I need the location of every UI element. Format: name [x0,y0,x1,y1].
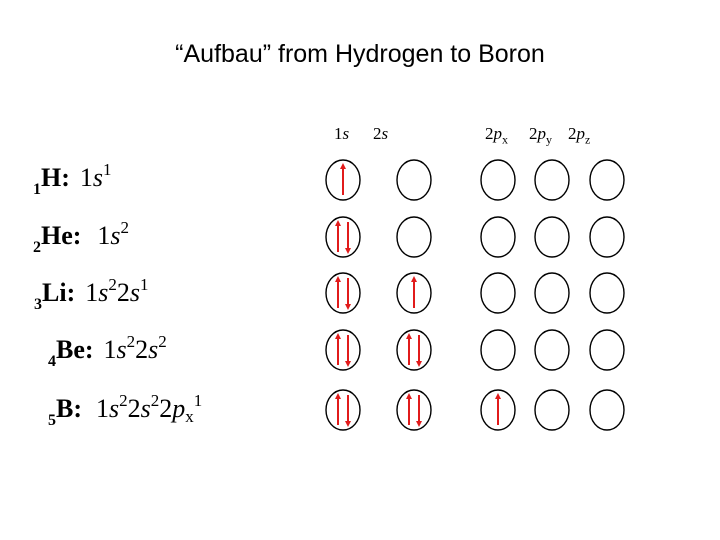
config-electrons: 1 [139,275,149,294]
orbital-header-n: 2 [529,124,538,143]
atomic-number: 3 [34,296,42,313]
config-electrons: 2 [150,391,160,410]
element-symbol: Be: [56,335,94,364]
orbital-circle [397,160,431,200]
config-n: 1 [97,221,111,250]
config-l: p [172,394,186,423]
element-symbol: He: [41,221,82,250]
config-electrons: 2 [120,218,130,237]
config-n: 1 [96,394,109,423]
element-symbol: Li: [42,278,76,307]
orbital-circle [397,330,431,370]
orbital-circle [590,390,624,430]
diagram-title: “Aufbau” from Hydrogen to Boron [175,40,545,68]
orbital-header-l: p [537,124,546,143]
orbital-circle [397,390,431,430]
config-n: 1 [85,278,99,307]
config-n: 1 [79,163,93,192]
config-l: s [140,394,151,423]
orbital-circle [590,217,624,257]
config-electrons: 1 [103,160,112,179]
config-electrons: 1 [193,391,203,410]
orbital-header-l: p [493,124,502,143]
config-n: 2 [159,394,173,423]
orbital-header-sub: x [502,132,508,147]
orbital-header-l: p [576,124,585,143]
atomic-number: 5 [48,412,56,429]
config-l: s [109,394,120,423]
config-l: s [116,335,127,364]
orbital-header-l: s [342,124,350,143]
element-symbol: H: [41,163,70,192]
atomic-number: 4 [48,353,56,370]
orbital-circle [535,217,569,257]
orbital-header-sub: y [546,132,552,147]
orbital-header-n: 2 [373,124,382,143]
orbital-header-n: 2 [485,124,494,143]
config-n: 2 [116,278,130,307]
orbital-circle [535,330,569,370]
orbital-circle [590,273,624,313]
orbital-header-n: 2 [568,124,577,143]
orbital-circle [535,390,569,430]
orbital-circle [535,160,569,200]
orbital-circle [326,330,360,370]
orbital-circle [481,217,515,257]
config-l: s [98,278,109,307]
atomic-number: 2 [33,239,41,256]
orbital-circle [326,217,360,257]
config-l: s [129,278,140,307]
config-n: 2 [127,394,141,423]
orbital-circle [481,160,515,200]
config-l: s [148,335,159,364]
orbital-circle [397,217,431,257]
config-electrons: 2 [158,332,167,351]
config-l: s [92,163,104,192]
config-n: 1 [103,335,117,364]
orbital-circle [535,273,569,313]
orbital-circle [326,273,360,313]
config-l: s [110,221,121,250]
orbital-header-l: s [381,124,389,143]
config-sub: x [185,407,194,426]
orbital-circle [590,160,624,200]
config-electrons: 2 [126,332,136,351]
orbital-header-n: 1 [334,124,343,143]
orbital-circle [326,390,360,430]
orbital-circle [590,330,624,370]
orbital-circle [481,273,515,313]
config-electrons: 2 [119,391,128,410]
orbital-circle [481,330,515,370]
element-symbol: B: [56,394,82,423]
orbital-header-sub: z [585,132,591,147]
config-electrons: 2 [108,275,117,294]
config-n: 2 [135,335,149,364]
atomic-number: 1 [33,181,41,198]
